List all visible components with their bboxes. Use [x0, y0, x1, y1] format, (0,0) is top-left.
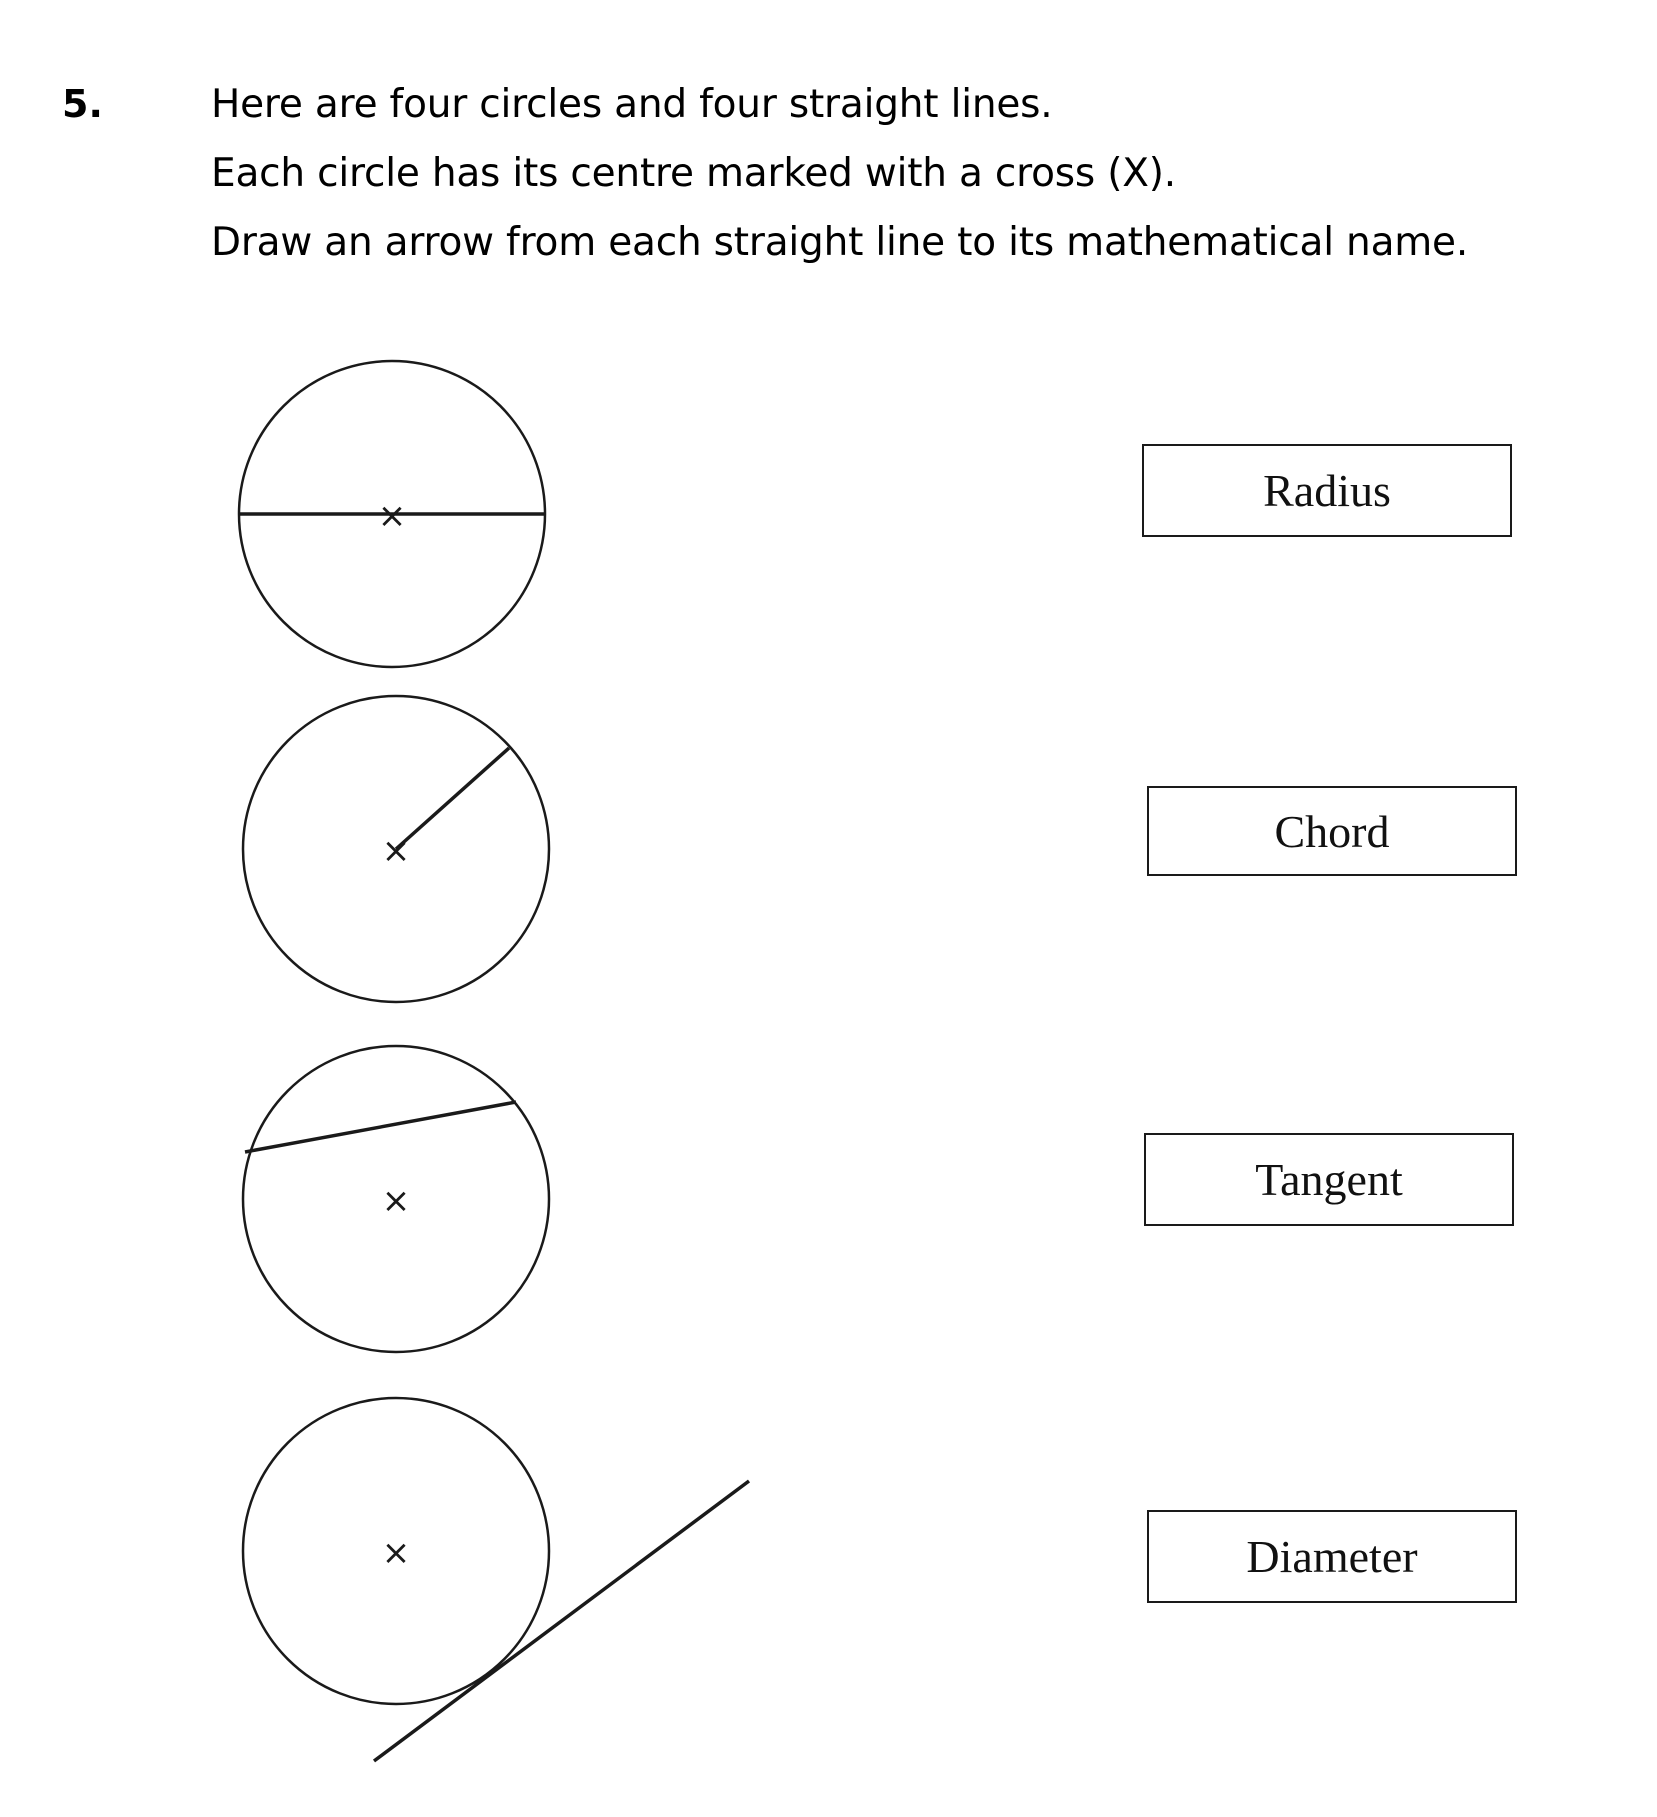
centre-cross-1: ×	[377, 496, 407, 536]
figure-radius	[243, 696, 549, 1002]
centre-cross-3: ×	[381, 1181, 411, 1221]
figure-diameter	[239, 361, 545, 667]
instruction-line-3: Draw an arrow from each straight line to its mathematical name.	[211, 220, 1469, 265]
centre-cross-2: ×	[381, 831, 411, 871]
name-box-tangent[interactable]: Tangent	[1144, 1133, 1514, 1226]
instruction-line-1: Here are four circles and four straight lines.	[211, 82, 1053, 127]
tangent-line[interactable]	[374, 1481, 749, 1761]
name-box-diameter[interactable]: Diameter	[1147, 1510, 1517, 1603]
figure-tangent	[243, 1398, 749, 1761]
chord-line[interactable]	[245, 1102, 516, 1152]
centre-cross-4: ×	[381, 1533, 411, 1573]
radius-line[interactable]	[396, 748, 509, 849]
name-box-radius[interactable]: Radius	[1142, 444, 1512, 537]
figure-chord	[243, 1046, 549, 1352]
question-number: 5.	[62, 82, 103, 126]
name-box-chord[interactable]: Chord	[1147, 786, 1517, 876]
instruction-line-2: Each circle has its centre marked with a cross (X).	[211, 151, 1176, 196]
